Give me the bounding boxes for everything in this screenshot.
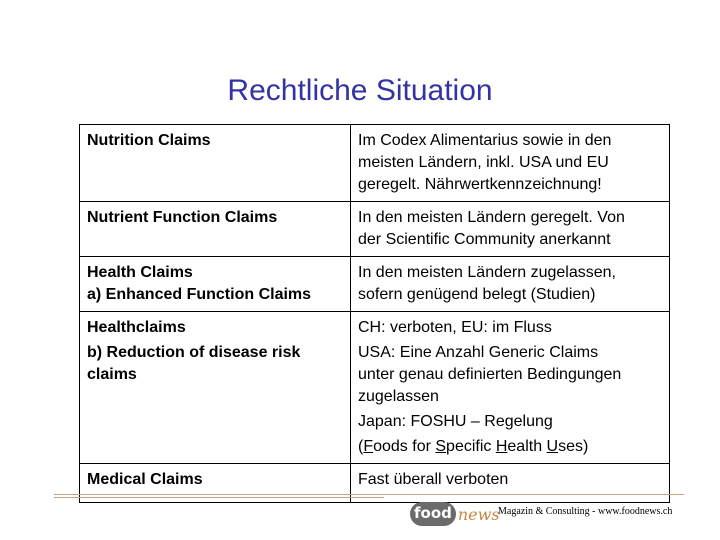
foshu-part: ( bbox=[358, 438, 364, 455]
foshu-initial: H bbox=[495, 438, 508, 455]
foodnews-logo bbox=[410, 497, 500, 531]
claim-type-cell bbox=[80, 202, 351, 257]
foshu-initial: F bbox=[363, 438, 374, 455]
claim-type-cell bbox=[80, 312, 351, 464]
claim-type-text: a) Enhanced Function Claims bbox=[87, 286, 312, 303]
claim-status-text: unter genau definierten Bedingungen bbox=[358, 366, 622, 383]
foshu-initial: U bbox=[546, 438, 559, 455]
claim-status-text: CH: verboten, EU: im Fluss bbox=[358, 319, 552, 336]
claim-status-text: Fast überall verboten bbox=[358, 471, 509, 488]
slide-title: Rechtliche Situation bbox=[227, 74, 493, 107]
claim-type-cell bbox=[80, 257, 351, 312]
claim-status-text: Im Codex Alimentarius sowie in den bbox=[358, 132, 612, 149]
foshu-part: ealth bbox=[507, 438, 547, 455]
claim-status-text: In den meisten Ländern geregelt. Von bbox=[358, 209, 625, 226]
claim-status-text: In den meisten Ländern zugelassen, bbox=[358, 264, 616, 281]
foshu-initial: S bbox=[435, 438, 447, 455]
table-row bbox=[80, 312, 670, 464]
claim-status-cell bbox=[351, 125, 670, 202]
claim-status-text: der Scientific Community anerkannt bbox=[358, 231, 611, 248]
claim-status-text: zugelassen bbox=[358, 388, 439, 405]
table-row bbox=[80, 125, 670, 202]
claim-type-text: b) Reduction of disease risk bbox=[87, 344, 301, 361]
claims-table bbox=[79, 124, 670, 503]
claim-status-cell bbox=[351, 257, 670, 312]
claim-status-text: meisten Ländern, inkl. USA und EU bbox=[358, 154, 609, 171]
claim-type-text: Medical Claims bbox=[87, 471, 203, 488]
foshu-part: oods for bbox=[373, 438, 436, 455]
claim-status-text: geregelt. Nährwertkennzeichnung! bbox=[358, 176, 602, 193]
claim-status-cell bbox=[351, 464, 670, 503]
foshu-part: ses) bbox=[558, 438, 589, 455]
table-row bbox=[80, 257, 670, 312]
table-row bbox=[80, 202, 670, 257]
footer-divider bbox=[54, 497, 384, 498]
claim-type-text: claims bbox=[87, 366, 137, 383]
logo-news-text: news bbox=[457, 504, 500, 524]
claim-status-text: sofern genügend belegt (Studien) bbox=[358, 286, 596, 303]
claim-type-text: Nutrition Claims bbox=[87, 132, 211, 149]
claim-type-text: Healthclaims bbox=[87, 319, 186, 336]
claim-status-cell bbox=[351, 312, 670, 464]
claim-status-text: USA: Eine Anzahl Generic Claims bbox=[358, 344, 599, 361]
footer-divider bbox=[54, 494, 684, 495]
claim-type-text: Nutrient Function Claims bbox=[87, 209, 278, 226]
claim-status-text: Japan: FOSHU – Regelung bbox=[358, 413, 553, 430]
logo-food-text: food bbox=[410, 502, 456, 526]
claim-type-cell bbox=[80, 125, 351, 202]
foshu-part: pecific bbox=[446, 438, 496, 455]
claim-type-text: Health Claims bbox=[87, 264, 193, 281]
footer-credit: Magazin & Consulting - www.foodnews.ch bbox=[498, 506, 673, 517]
foshu-expansion bbox=[358, 436, 663, 458]
claim-status-cell bbox=[351, 202, 670, 257]
